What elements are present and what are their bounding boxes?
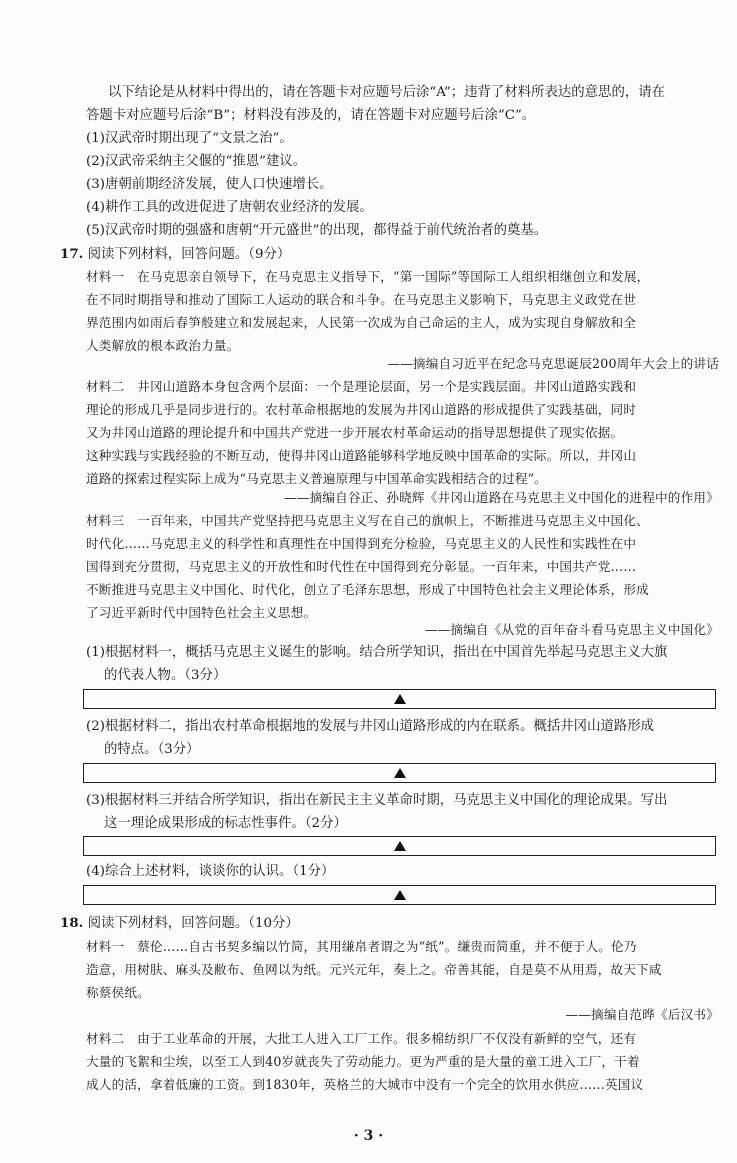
q17-subquestion-2-cont: 的特点。（3分）	[104, 742, 200, 757]
q17-subquestion-3: (3)根据材料三并结合所学知识，指出在新民主主义革命时期，马克思主义中国化的理论成果。写出	[86, 793, 668, 808]
q17-material-1-source: ——摘编自习近平在纪念马克思诞辰200周年大会上的讲话	[387, 356, 719, 371]
q17-material-1-line: 在不同时期指导和推动了国际工人运动的联合和斗争。在马克思主义影响下，马克思主义政党在世	[86, 292, 637, 307]
q17-material-2-line: 材料二 井冈山道路本身包含两个层面：一个是理论层面，另一个是实践层面。井冈山道路实践和	[86, 379, 637, 394]
question-17-prompt: 阅读下列材料，回答问题。（9分）	[87, 247, 291, 262]
answer-box-17-2[interactable]	[83, 763, 716, 783]
q17-material-2-source: ——摘编自谷正、孙晓辉《井冈山道路在马克思主义中国化的进程中的作用》	[284, 490, 719, 505]
page-number: · 3 ·	[353, 1128, 384, 1144]
answer-triangle-icon	[394, 841, 406, 851]
answer-box-17-4[interactable]	[83, 885, 716, 905]
intro-line-1: 以下结论是从材料中得出的，请在答题卡对应题号后涂“A”；违背了材料所表达的意思的，请在	[108, 85, 666, 100]
q17-material-2-line: 道路的探索过程实际上成为“马克思主义普遍原理与中国革命实践相结合的过程”。	[86, 471, 548, 486]
statement-5: (5)汉武帝时期的强盛和唐朝“开元盛世”的出现，都得益于前代统治者的奠基。	[86, 223, 548, 238]
statement-1: (1)汉武帝时期出现了“文景之治”。	[86, 131, 293, 146]
question-18-number: 18.	[60, 915, 84, 931]
q17-subquestion-1: (1)根据材料一，概括马克思主义诞生的影响。结合所学知识，指出在中国首先举起马克思主义大旗	[86, 645, 668, 660]
answer-triangle-icon	[394, 890, 406, 900]
q17-subquestion-2: (2)根据材料二，指出农村革命根据地的发展与井冈山道路形成的内在联系。概括井冈山道路形成	[86, 719, 654, 734]
question-17-title	[60, 244, 290, 265]
answer-triangle-icon	[394, 694, 406, 704]
q18-material-1-line: 称蔡侯纸。	[86, 985, 150, 1000]
q17-material-3-line: 了习近平新时代中国特色社会主义思想。	[86, 605, 317, 620]
q17-material-1-line: 人类解放的根本政治力量。	[86, 338, 240, 353]
q18-material-2-line: 成人的活，拿着低廉的工资。到1830年，英格兰的大城市中没有一个完全的饮用水供应……英国议	[86, 1077, 644, 1092]
q18-material-1-line: 材料一 蔡伦……自古书契多编以竹简，其用缣帛者谓之为“纸”。缣贵而简重，并不便于人。伦乃	[86, 939, 637, 954]
q17-material-1-line: 材料一 在马克思亲自领导下，在马克思主义指导下，“第一国际”等国际工人组织相继创立和发展，	[86, 269, 650, 284]
q17-subquestion-3-cont: 这一理论成果形成的标志性事件。（2分）	[104, 816, 347, 831]
q18-material-1-line: 造意，用树肤、麻头及敝布、鱼网以为纸。元兴元年，奏上之。帝善其能，自是莫不从用焉，故天下咸	[86, 962, 662, 977]
q17-material-2-line: 这种实践与实践经验的不断互动，使得井冈山道路能够科学地反映中国革命的实际。所以，井冈山	[86, 448, 637, 463]
q17-material-3-source: ——摘编自《从党的百年奋斗看马克思主义中国化》	[424, 622, 719, 637]
q17-material-2-line: 又为井冈山道路的理论提升和中国共产党进一步开展农村革命运动的指导思想提供了现实依据。	[86, 425, 624, 440]
q18-material-2-line: 大量的飞絮和尘埃，以至工人到40岁就丧失了劳动能力。更为严重的是大量的童工进入工厂，干着	[86, 1054, 640, 1069]
q18-material-2-line: 材料二 由于工业革命的开展，大批工人进入工厂工作。很多棉纺织厂不仅没有新鲜的空气，还有	[86, 1031, 637, 1046]
statement-3: (3)唐朝前期经济发展，使人口快速增长。	[86, 177, 333, 192]
q17-material-2-line: 理论的形成几乎是同步进行的。农村革命根据地的发展为井冈山道路的形成提供了实践基础，同时	[86, 402, 637, 417]
q17-material-1-line: 界范围内如雨后春笋般建立和发展起来，人民第一次成为自己命运的主人，成为实现自身解放和全	[86, 315, 637, 330]
q18-material-1-source: ——摘编自范晔《后汉书》	[565, 1007, 719, 1022]
statement-4: (4)耕作工具的改进促进了唐朝农业经济的发展。	[86, 200, 373, 215]
q17-material-3-line: 国得到充分贯彻，马克思主义的开放性和时代性在中国得到充分彰显。一百年来，中国共产党……	[86, 559, 637, 574]
question-17-number: 17.	[60, 246, 84, 262]
q17-material-3-line: 时代化……马克思主义的科学性和真理性在中国得到充分检验，马克思主义的人民性和实践性在中	[86, 536, 637, 551]
q17-subquestion-4: (4)综合上述材料，谈谈你的认识。（1分）	[86, 864, 335, 879]
answer-triangle-icon	[394, 768, 406, 778]
q17-material-3-line: 材料三 一百年来，中国共产党坚持把马克思主义写在自己的旗帜上，不断推进马克思主义中国化、	[86, 513, 649, 528]
question-18-title	[60, 913, 299, 934]
answer-box-17-1[interactable]	[83, 689, 716, 709]
q17-subquestion-1-cont: 的代表人物。（3分）	[104, 668, 227, 683]
statement-2: (2)汉武帝采纳主父偃的“推恩”建议。	[86, 154, 307, 169]
question-18-prompt: 阅读下列材料，回答问题。（10分）	[87, 916, 299, 931]
intro-line-2: 答题卡对应题号后涂“B”；材料没有涉及的，请在答题卡对应题号后涂“C”。	[86, 108, 536, 123]
answer-box-17-3[interactable]	[83, 836, 716, 856]
q17-material-3-line: 不断推进马克思主义中国化、时代化，创立了毛泽东思想，形成了中国特色社会主义理论体系，形成	[86, 582, 649, 597]
